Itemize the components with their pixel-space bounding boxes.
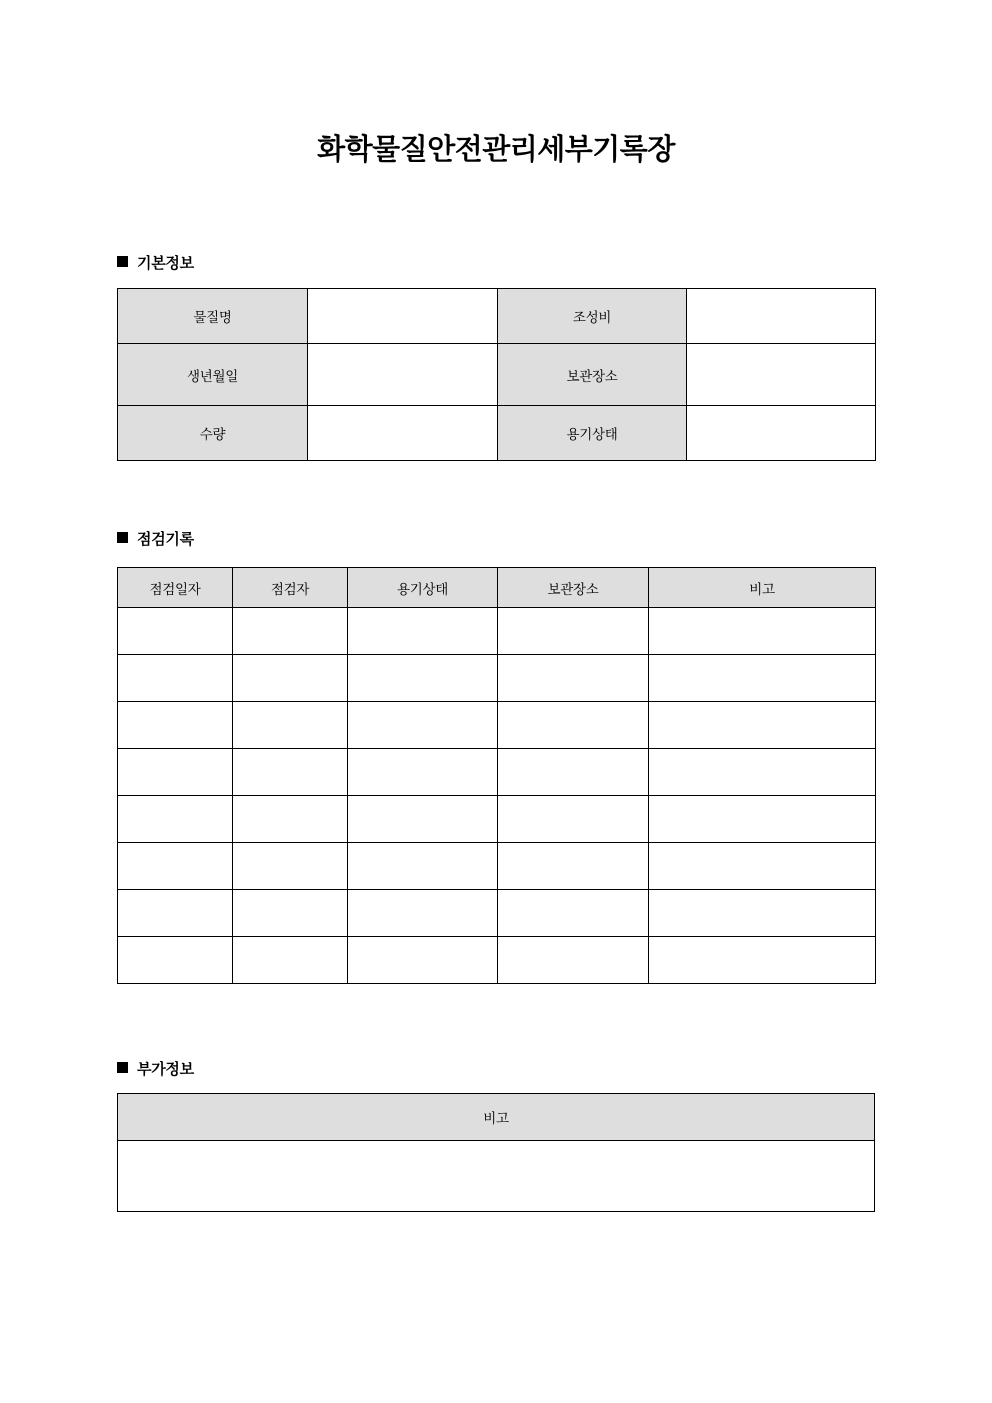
basic-value-storage-location[interactable] bbox=[687, 344, 876, 406]
basic-label-material-name: 물질명 bbox=[118, 289, 308, 344]
column-header-storage-location: 보관장소 bbox=[498, 568, 649, 608]
table-row bbox=[118, 344, 876, 406]
cell-storage-location[interactable] bbox=[498, 890, 649, 937]
cell-remarks[interactable] bbox=[649, 937, 876, 984]
column-header-extra-remarks: 비고 bbox=[118, 1094, 875, 1141]
cell-remarks[interactable] bbox=[649, 890, 876, 937]
column-header-inspector: 점검자 bbox=[233, 568, 348, 608]
table-row bbox=[118, 1141, 875, 1212]
basic-value-birth-date[interactable] bbox=[308, 344, 498, 406]
cell-container-status[interactable] bbox=[348, 702, 498, 749]
column-header-container-status: 용기상태 bbox=[348, 568, 498, 608]
basic-info-table bbox=[117, 288, 876, 461]
cell-container-status[interactable] bbox=[348, 796, 498, 843]
cell-container-status[interactable] bbox=[348, 655, 498, 702]
table-row bbox=[118, 406, 876, 461]
basic-label-quantity: 수량 bbox=[118, 406, 308, 461]
cell-inspection-date[interactable] bbox=[118, 890, 233, 937]
column-header-inspection-date: 점검일자 bbox=[118, 568, 233, 608]
inspection-record-table bbox=[117, 567, 876, 984]
cell-remarks[interactable] bbox=[649, 749, 876, 796]
cell-storage-location[interactable] bbox=[498, 608, 649, 655]
cell-storage-location[interactable] bbox=[498, 843, 649, 890]
square-bullet-icon bbox=[117, 532, 128, 543]
cell-inspector[interactable] bbox=[233, 749, 348, 796]
basic-label-birth-date: 생년월일 bbox=[118, 344, 308, 406]
cell-remarks[interactable] bbox=[649, 608, 876, 655]
table-row bbox=[118, 289, 876, 344]
cell-inspection-date[interactable] bbox=[118, 937, 233, 984]
cell-inspection-date[interactable] bbox=[118, 796, 233, 843]
basic-value-container-status[interactable] bbox=[687, 406, 876, 461]
cell-remarks[interactable] bbox=[649, 655, 876, 702]
cell-extra-remarks[interactable] bbox=[118, 1141, 875, 1212]
page-title: 화학물질안전관리세부기록장 bbox=[317, 132, 675, 166]
basic-label-composition-ratio: 조성비 bbox=[498, 289, 687, 344]
cell-storage-location[interactable] bbox=[498, 702, 649, 749]
cell-inspection-date[interactable] bbox=[118, 749, 233, 796]
cell-container-status[interactable] bbox=[348, 749, 498, 796]
basic-value-material-name[interactable] bbox=[308, 289, 498, 344]
cell-remarks[interactable] bbox=[649, 796, 876, 843]
table-row bbox=[118, 655, 876, 702]
table-row bbox=[118, 796, 876, 843]
cell-remarks[interactable] bbox=[649, 702, 876, 749]
cell-inspector[interactable] bbox=[233, 890, 348, 937]
cell-storage-location[interactable] bbox=[498, 937, 649, 984]
cell-container-status[interactable] bbox=[348, 608, 498, 655]
section-heading-extra-label: 부가정보 bbox=[137, 1060, 194, 1078]
cell-inspector[interactable] bbox=[233, 843, 348, 890]
column-header-remarks: 비고 bbox=[649, 568, 876, 608]
cell-storage-location[interactable] bbox=[498, 796, 649, 843]
cell-container-status[interactable] bbox=[348, 890, 498, 937]
section-heading-basic-label: 기본정보 bbox=[137, 254, 194, 272]
cell-inspection-date[interactable] bbox=[118, 655, 233, 702]
square-bullet-icon bbox=[117, 1062, 128, 1073]
section-heading-inspection-label: 점검기록 bbox=[137, 530, 194, 548]
cell-inspector[interactable] bbox=[233, 655, 348, 702]
table-row bbox=[118, 749, 876, 796]
table-row bbox=[118, 937, 876, 984]
table-row bbox=[118, 608, 876, 655]
section-heading-basic bbox=[117, 252, 194, 273]
table-row bbox=[118, 890, 876, 937]
cell-inspector[interactable] bbox=[233, 608, 348, 655]
square-bullet-icon bbox=[117, 256, 128, 267]
table-header-row bbox=[118, 568, 876, 608]
basic-label-storage-location: 보관장소 bbox=[498, 344, 687, 406]
basic-value-quantity[interactable] bbox=[308, 406, 498, 461]
section-heading-inspection bbox=[117, 528, 194, 549]
basic-label-container-status: 용기상태 bbox=[498, 406, 687, 461]
cell-inspector[interactable] bbox=[233, 796, 348, 843]
table-header-row bbox=[118, 1094, 875, 1141]
extra-info-table bbox=[117, 1093, 875, 1212]
cell-inspection-date[interactable] bbox=[118, 843, 233, 890]
table-row bbox=[118, 843, 876, 890]
cell-container-status[interactable] bbox=[348, 937, 498, 984]
cell-storage-location[interactable] bbox=[498, 749, 649, 796]
section-heading-extra bbox=[117, 1058, 194, 1079]
table-row bbox=[118, 702, 876, 749]
basic-value-composition-ratio[interactable] bbox=[687, 289, 876, 344]
cell-container-status[interactable] bbox=[348, 843, 498, 890]
cell-remarks[interactable] bbox=[649, 843, 876, 890]
cell-inspector[interactable] bbox=[233, 702, 348, 749]
cell-storage-location[interactable] bbox=[498, 655, 649, 702]
cell-inspection-date[interactable] bbox=[118, 702, 233, 749]
cell-inspection-date[interactable] bbox=[118, 608, 233, 655]
cell-inspector[interactable] bbox=[233, 937, 348, 984]
